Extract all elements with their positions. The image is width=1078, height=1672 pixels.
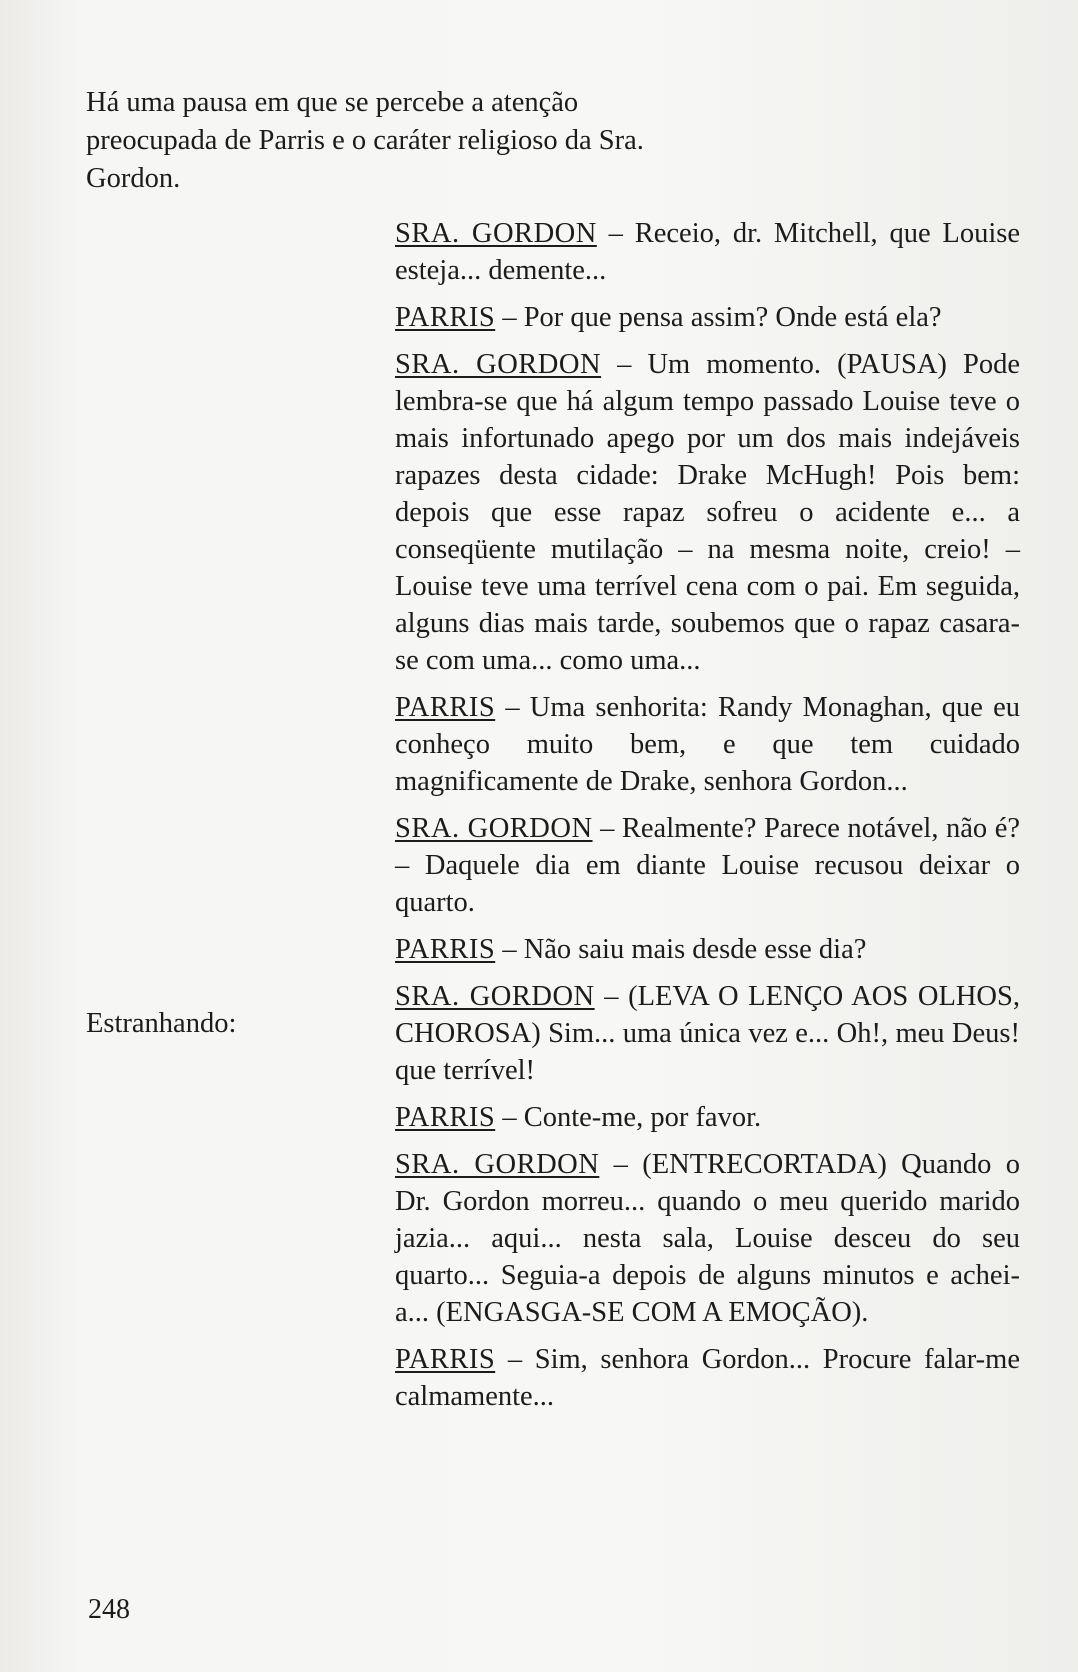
dialogue-line: [395, 1146, 1020, 1331]
dialogue-line: [395, 978, 1020, 1089]
speaker-name: PARRIS: [395, 302, 496, 333]
speech-text: – Realmente? Parece notável, não é? – Daquele dia em diante Louise recusou deixar o quarto.: [395, 813, 1020, 918]
speech-text: – Não saiu mais desde esse dia?: [495, 934, 867, 965]
speech-text: – (ENTRECORTADA) Quando o Dr. Gordon morreu... quando o meu querido marido jazia... aqui... nesta sala, Louise desceu do seu quarto... Seguia-a depois de alguns minutos e achei-a... (ENGASGA-SE COM A EMOÇÃO).: [395, 1149, 1020, 1328]
dialogue-line: [395, 689, 1020, 800]
speech-text: – Um momento. (PAUSA) Pode lembra-se que há algum tempo passado Louise teve o mais infortunado apego por um dos mais indejáveis rapazes desta cidade: Drake McHugh! Pois bem: depois que esse rapaz sofreu o acidente e... a conseqüente mutilação – na mesma noite, creio! – Louise teve uma terrível cena com o pai. Em seguida, alguns dias mais tarde, soubemos que o rapaz casara-se com uma... como uma...: [395, 349, 1020, 676]
speaker-name: PARRIS: [395, 1102, 496, 1133]
speaker-name: PARRIS: [395, 692, 496, 723]
stage-direction-text: Há uma pausa em que se percebe a atenção preocupada de Parris e o caráter religioso da Sra. Gordon.: [86, 87, 644, 194]
speaker-name: PARRIS: [395, 934, 496, 965]
speaker-name: SRA. GORDON: [395, 981, 595, 1012]
dialogue-line: [395, 299, 1020, 336]
dialogue-line: [395, 810, 1020, 921]
page-number: 248: [88, 1594, 130, 1625]
speech-text: – Uma senhorita: Randy Monaghan, que eu conheço muito bem, e que tem cuidado magnificamente de Drake, senhora Gordon...: [395, 692, 1020, 797]
speaker-name: SRA. GORDON: [395, 349, 602, 380]
speech-text: – (LEVA O LENÇO AOS OLHOS, CHOROSA) Sim... uma única vez e... Oh!, meu Deus! que terrível!: [395, 981, 1020, 1086]
speech-text: – Conte-me, por favor.: [495, 1102, 762, 1133]
dialogue-line: [395, 931, 1020, 968]
speaker-name: PARRIS: [395, 1344, 496, 1375]
dialogue-line: [395, 1341, 1020, 1415]
speaker-name: SRA. GORDON: [395, 218, 597, 249]
dialogue-line: [395, 215, 1020, 289]
stage-direction: [86, 84, 706, 198]
dialogue-block: [395, 215, 1020, 1425]
side-note: Estranhando:: [86, 1008, 237, 1039]
dialogue-line: [395, 346, 1020, 679]
speaker-name: SRA. GORDON: [395, 813, 593, 844]
speech-text: – Por que pensa assim? Onde está ela?: [495, 302, 942, 333]
dialogue-line: [395, 1099, 1020, 1136]
speaker-name: SRA. GORDON: [395, 1149, 600, 1180]
speech-text: – Sim, senhora Gordon... Procure falar-me calmamente...: [395, 1344, 1020, 1412]
speech-text: – Receio, dr. Mitchell, que Louise esteja... demente...: [395, 218, 1020, 286]
